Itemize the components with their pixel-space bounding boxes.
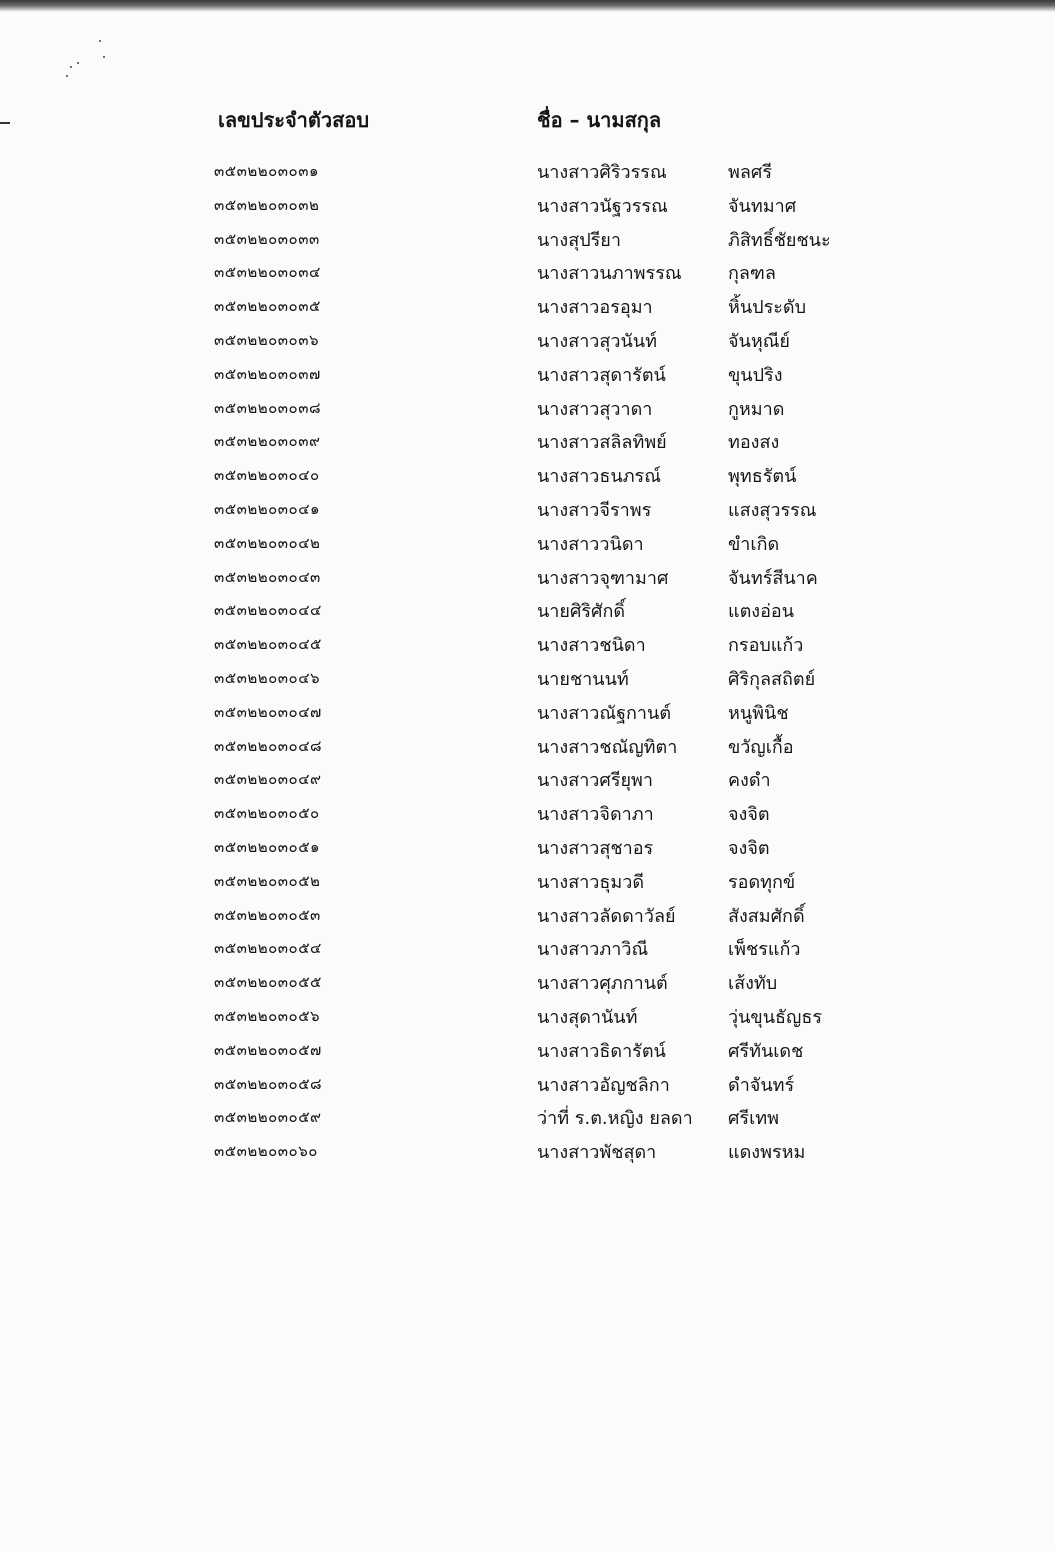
first-name: นางสาวธนภรณ์ — [537, 466, 661, 488]
exam-id: ๓๕๓๒๒๐๓๐๔๘ — [214, 736, 323, 755]
exam-id: ๓๕๓๒๒๐๓๐๔๗ — [214, 702, 322, 721]
first-name: นางสาวชนิดา — [537, 635, 646, 657]
list-item — [0, 797, 1055, 831]
last-name: จันทมาศ — [728, 195, 797, 217]
list-item — [0, 425, 1055, 459]
list-item — [0, 358, 1055, 392]
list-item — [0, 459, 1055, 493]
last-name: จันทร์สีนาค — [728, 567, 818, 589]
list-item — [0, 493, 1055, 527]
last-name: จงจิต — [728, 804, 770, 826]
exam-id: ๓๕๓๒๒๐๓๐๕๙ — [214, 1108, 322, 1127]
candidate-list — [0, 155, 1055, 1169]
exam-id: ๓๕๓๒๒๐๓๐๕๘ — [214, 1074, 323, 1093]
last-name: หิ้นประดับ — [728, 297, 807, 319]
first-name: นางสาวศรียุพา — [537, 770, 654, 792]
first-name: นางสาวศิริวรรณ — [537, 162, 667, 183]
exam-id: ๓๕๓๒๒๐๓๐๓๕ — [214, 297, 321, 316]
first-name: นางสาวนภาพรรณ — [537, 263, 682, 285]
list-item — [0, 730, 1055, 764]
last-name: ขุนปริง — [728, 364, 783, 386]
list-item — [0, 696, 1055, 730]
list-item — [0, 527, 1055, 561]
scan-speck — [66, 75, 68, 77]
first-name: นางสาววนิดา — [537, 533, 644, 555]
exam-id: ๓๕๓๒๒๐๓๐๔๒ — [214, 533, 321, 552]
last-name: แดงพรหม — [728, 1142, 806, 1164]
exam-id: ๓๕๓๒๒๐๓๐๕๗ — [214, 1040, 322, 1059]
first-name: นางสาวณัฐกานต์ — [537, 702, 672, 724]
list-item — [0, 256, 1055, 290]
last-name: เพ็ชรแก้ว — [728, 939, 801, 961]
last-name: พลศรี — [728, 162, 772, 183]
first-name: นางสาวศุภกานต์ — [537, 973, 668, 995]
list-item — [0, 155, 1055, 189]
header-exam-id: เลขประจำตัวสอบ — [218, 108, 370, 132]
first-name: นางสุดานันท์ — [537, 1006, 638, 1028]
column-headers — [0, 104, 1055, 134]
first-name: นางสาวพัชสุดา — [537, 1142, 657, 1164]
first-name: นางสาวธิดารัตน์ — [537, 1040, 666, 1062]
last-name: แสงสุวรรณ — [728, 499, 817, 521]
list-item — [0, 392, 1055, 426]
list-item — [0, 662, 1055, 696]
first-name: นางสาวภาวิณี — [537, 939, 649, 961]
exam-id: ๓๕๓๒๒๐๓๐๓๔ — [214, 263, 321, 282]
exam-id: ๓๕๓๒๒๐๓๐๕๓ — [214, 905, 321, 924]
last-name: กรอบแก้ว — [728, 635, 804, 657]
first-name: นางสุปรียา — [537, 229, 621, 251]
first-name: นางสาวสุชาอร — [537, 837, 654, 859]
scan-top-edge — [0, 0, 1055, 12]
first-name: นางสาวสลิลทิพย์ — [537, 432, 667, 454]
exam-id: ๓๕๓๒๒๐๓๐๓๘ — [214, 398, 322, 417]
list-item — [0, 1135, 1055, 1169]
scan-speck — [103, 56, 105, 58]
scan-speck — [77, 62, 79, 64]
last-name: ขวัญเกื้อ — [728, 736, 794, 758]
last-name: หนูพินิช — [728, 702, 789, 724]
list-item — [0, 594, 1055, 628]
last-name: เส้งทับ — [728, 973, 778, 995]
last-name: ศิริกุลสถิตย์ — [728, 668, 816, 690]
last-name: ศรีทันเดช — [728, 1040, 804, 1062]
first-name: นายศิริศักดิ์ — [537, 601, 626, 623]
first-name: นางสาวจุฑามาศ — [537, 567, 669, 589]
exam-id: ๓๕๓๒๒๐๓๐๔๑ — [214, 499, 321, 518]
last-name: ภิสิทธิ์ชัยชนะ — [728, 229, 831, 251]
exam-id: ๓๕๓๒๒๐๓๐๓๓ — [214, 229, 320, 248]
last-name: วุ่นขุนธัญธร — [728, 1006, 822, 1028]
list-item — [0, 290, 1055, 324]
last-name: ดำจันทร์ — [728, 1074, 795, 1096]
list-item — [0, 324, 1055, 358]
exam-id: ๓๕๓๒๒๐๓๐๓๙ — [214, 432, 321, 451]
first-name: นางสาวสุวาดา — [537, 398, 653, 420]
list-item — [0, 189, 1055, 223]
list-item — [0, 966, 1055, 1000]
first-name: นางสาวอัญชลิกา — [537, 1074, 670, 1096]
exam-id: ๓๕๓๒๒๐๓๐๔๐ — [214, 466, 320, 485]
list-item — [0, 1101, 1055, 1135]
last-name: จงจิต — [728, 837, 770, 859]
exam-id: ๓๕๓๒๒๐๓๐๓๒ — [214, 195, 320, 214]
exam-id: ๓๕๓๒๒๐๓๐๔๕ — [214, 635, 322, 654]
first-name: นางสาวลัดดาวัลย์ — [537, 905, 676, 927]
header-full-name: ชื่อ – นามสกุล — [537, 108, 662, 132]
exam-id: ๓๕๓๒๒๐๓๐๔๔ — [214, 601, 322, 620]
list-item — [0, 1000, 1055, 1034]
last-name: รอดทุกข์ — [728, 871, 796, 893]
list-item — [0, 865, 1055, 899]
exam-id: ๓๕๓๒๒๐๓๐๕๑ — [214, 837, 321, 856]
exam-id: ๓๕๓๒๒๐๓๐๕๕ — [214, 973, 322, 992]
first-name: นางสาวจีราพร — [537, 499, 652, 521]
last-name: ทองสง — [728, 432, 780, 454]
exam-id: ๓๕๓๒๒๐๓๐๔๙ — [214, 770, 322, 789]
first-name: ว่าที่ ร.ต.หญิง ยลดา — [537, 1108, 693, 1130]
list-item — [0, 1034, 1055, 1068]
last-name: ศรีเทพ — [728, 1108, 779, 1130]
last-name: แตงอ่อน — [728, 601, 795, 623]
first-name: นางสาวชณัญทิตา — [537, 736, 678, 758]
exam-id: ๓๕๓๒๒๐๓๐๕๐ — [214, 804, 320, 823]
list-item — [0, 223, 1055, 257]
last-name: จันหุณีย์ — [728, 330, 790, 352]
list-item — [0, 628, 1055, 662]
list-item — [0, 763, 1055, 797]
last-name: กูหมาด — [728, 398, 785, 420]
first-name: นางสาวนัฐวรรณ — [537, 195, 668, 217]
list-item — [0, 831, 1055, 865]
list-item — [0, 1068, 1055, 1102]
list-item — [0, 561, 1055, 595]
exam-id: ๓๕๓๒๒๐๓๐๓๑ — [214, 162, 319, 180]
exam-id: ๓๕๓๒๒๐๓๐๕๔ — [214, 939, 322, 958]
exam-id: ๓๕๓๒๒๐๓๐๓๖ — [214, 330, 319, 349]
last-name: ขำเกิด — [728, 533, 780, 555]
last-name: คงดำ — [728, 770, 771, 792]
first-name: นางสาวสุดารัตน์ — [537, 364, 666, 386]
exam-id: ๓๕๓๒๒๐๓๐๓๗ — [214, 364, 321, 383]
scan-speck — [99, 40, 101, 42]
first-name: นางสาวอรอุมา — [537, 297, 653, 319]
exam-id: ๓๕๓๒๒๐๓๐๔๓ — [214, 567, 321, 586]
last-name: พุทธรัตน์ — [728, 466, 797, 488]
exam-id: ๓๕๓๒๒๐๓๐๔๖ — [214, 668, 321, 687]
list-item — [0, 899, 1055, 933]
scan-speck — [70, 66, 72, 68]
exam-id: ๓๕๓๒๒๐๓๐๖๐ — [214, 1142, 318, 1161]
exam-id: ๓๕๓๒๒๐๓๐๕๖ — [214, 1006, 321, 1025]
first-name: นางสาวธุมวดี — [537, 871, 645, 893]
first-name: นายชานนท์ — [537, 668, 629, 690]
exam-id: ๓๕๓๒๒๐๓๐๕๒ — [214, 871, 321, 890]
list-item — [0, 932, 1055, 966]
last-name: สังสมศักดิ์ — [728, 905, 805, 927]
first-name: นางสาวจิดาภา — [537, 804, 654, 826]
first-name: นางสาวสุวนันท์ — [537, 330, 657, 352]
last-name: กุลฑล — [728, 263, 776, 285]
